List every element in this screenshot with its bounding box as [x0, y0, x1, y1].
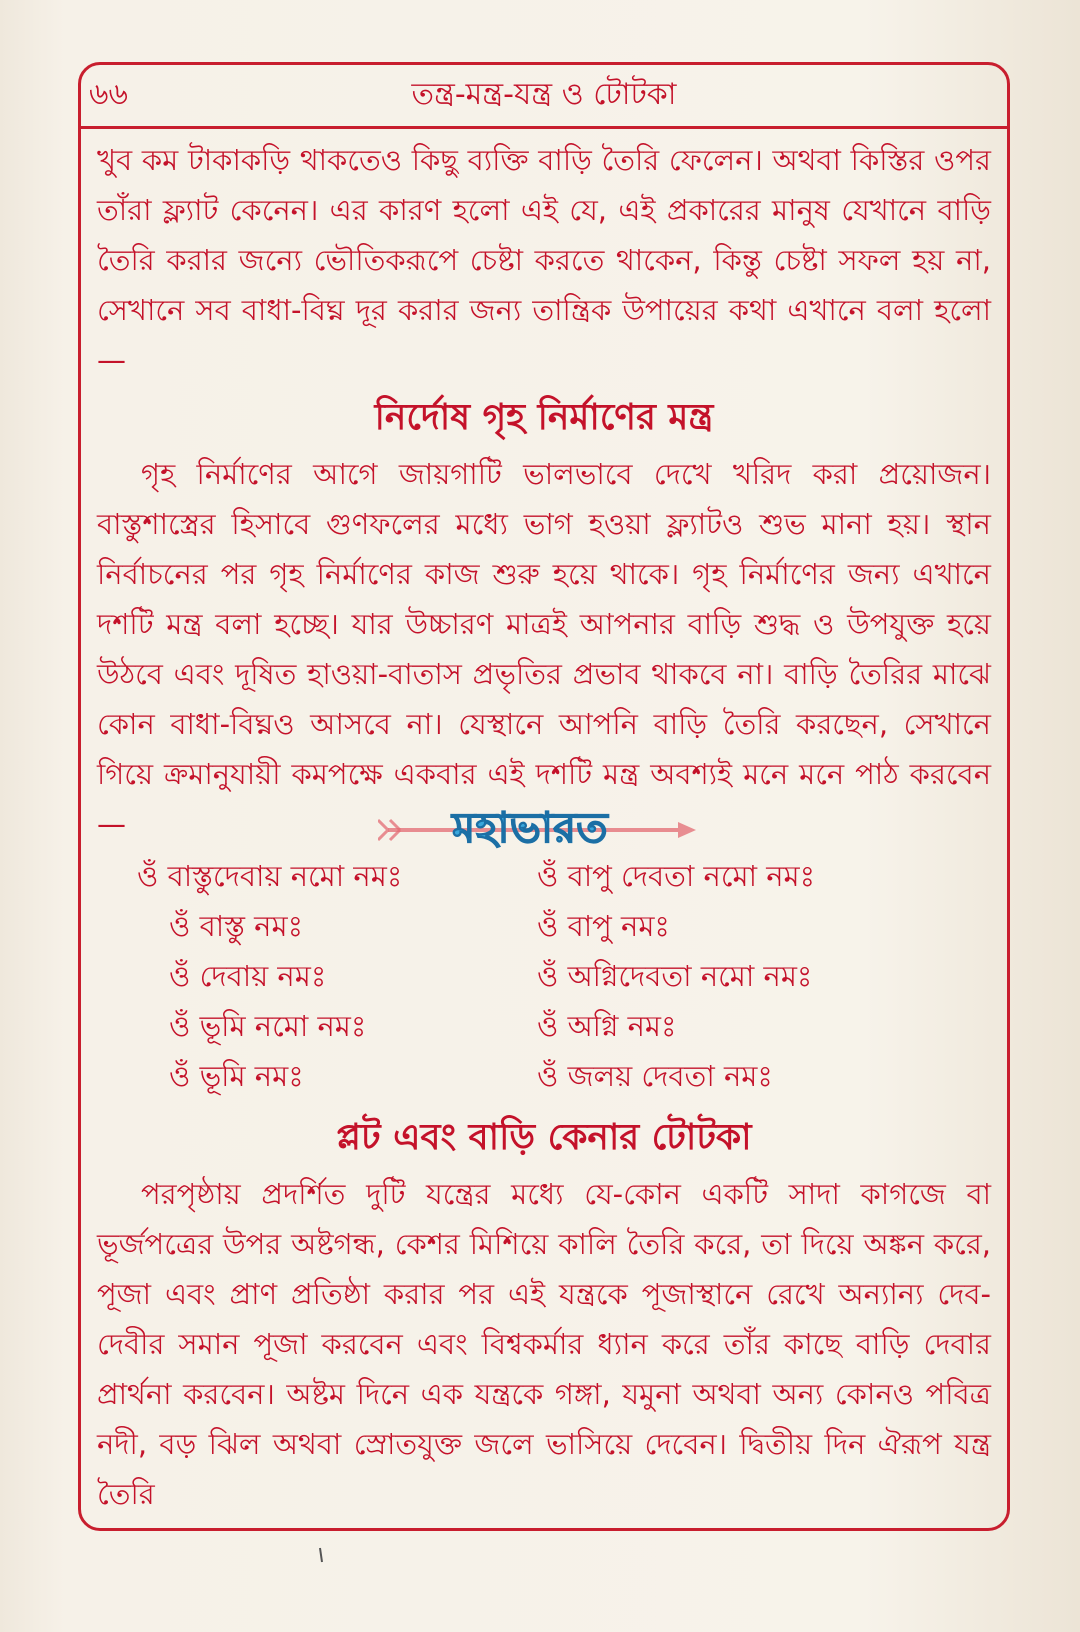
- mantra-intro-paragraph: গৃহ নির্মাণের আগে জায়গাটি ভালভাবে দেখে খরিদ করা প্রয়োজন। বাস্তুশাস্ত্রের হিসাবে গুণফলের মধ্যে ভাগ হওয়া ফ্ল্যাটও শুভ মানা হয়। স্থান নির্বাচনের পর গৃহ নির্মাণের কাজ শুরু হয়ে থাকে। গৃহ নির্মাণের জন্য এখানে দশটি মন্ত্র বলা হচ্ছে। যার উচ্চারণ মাত্রই আপনার বাড়ি শুদ্ধ ও উপযুক্ত হয়ে উঠবে এবং দূষিত হাওয়া-বাতাস প্রভৃতির প্রভাব থাকবে না। বাড়ি তৈরির মাঝে কোন বাধা-বিঘ্নও আসবে না। যেস্থানে আপনি বাড়ি তৈরি করছেন, সেখানে গিয়ে ক্রমানুযায়ী কমপক্ষে একবার এই দশটি মন্ত্র অবশ্যই মনে মনে পাঠ করবেন—: [97, 457, 991, 841]
- section-heading-mantra: নির্দোষ গৃহ নির্মাণের মন্ত্র: [374, 397, 714, 438]
- mantra-item: ওঁ বাপু নমঃ: [537, 909, 670, 943]
- mantra-item: ওঁ ভূমি নমো নমঃ: [169, 1009, 367, 1043]
- watermark-text: মহাভারত: [452, 803, 608, 852]
- mantra-item: ওঁ অগ্নি নমঃ: [537, 1009, 677, 1043]
- mantra-item: ওঁ জলয় দেবতা নমঃ: [537, 1059, 773, 1093]
- footer-mark: [0, 1540, 1080, 1600]
- intro-paragraph: খুব কম টাকাকড়ি থাকতেও কিছু ব্যক্তি বাড়ি তৈরি ফেলেন। অথবা কিস্তির ওপর তাঁরা ফ্ল্যাট কেনেন। এর কারণ হলো এই যে, এই প্রকারের মানুষ যেখানে বাড়ি তৈরি করার জন্যে ভৌতিকরূপে চেষ্টা করতে থাকেন, কিন্তু চেষ্টা সফল হয় না, সেখানে সব বাধা-বিঘ্ন দূর করার জন্য তান্ত্রিক উপায়ের কথা এখানে বলা হলো—: [97, 143, 991, 377]
- page-content: [81, 129, 1007, 1519]
- mantra-item: ওঁ বাপু দেবতা নমো নমঃ: [537, 859, 816, 893]
- mantra-item: ওঁ ভূমি নমঃ: [169, 1059, 304, 1093]
- mantra-item: ওঁ দেবায় নমঃ: [169, 959, 327, 993]
- mantra-item: ওঁ বাস্তুদেবায় নমো নমঃ: [137, 859, 403, 893]
- page-frame: [78, 62, 1010, 1531]
- page-number: ৬৬: [89, 77, 129, 112]
- page-header: [81, 65, 1007, 129]
- mantra-list: [97, 851, 991, 1101]
- mantra-item: ওঁ বাস্তু নমঃ: [169, 909, 304, 943]
- running-title: তন্ত্র-মন্ত্র-যন্ত্র ও টোটকা: [411, 77, 677, 112]
- mantra-item: ওঁ অগ্নিদেবতা নমো নমঃ: [537, 959, 813, 993]
- totka-paragraph: পরপৃষ্ঠায় প্রদর্শিত দুটি যন্ত্রের মধ্যে যে-কোন একটি সাদা কাগজে বা ভূর্জপত্রের উপর অষ্টগন্ধ, কেশর মিশিয়ে কালি তৈরি করে, তা দিয়ে অঙ্কন করে, পূজা এবং প্রাণ প্রতিষ্ঠা করার পর এই যন্ত্রকে পূজাস্থানে রেখে অন্যান্য দেব-দেবীর সমান পূজা করবেন এবং বিশ্বকর্মার ধ্যান করে তাঁর কাছে বাড়ি দেবার প্রার্থনা করবেন। অষ্টম দিনে এক যন্ত্রকে গঙ্গা, যমুনা অথবা অন্য কোনও পবিত্র নদী, বড় ঝিল অথবা স্রোতযুক্ত জলে ভাসিয়ে দেবেন। দ্বিতীয় দিন ঐরূপ যন্ত্র তৈরি: [97, 1177, 991, 1511]
- section-heading-totka: প্লট এবং বাড়ি কেনার টোটকা: [336, 1117, 752, 1158]
